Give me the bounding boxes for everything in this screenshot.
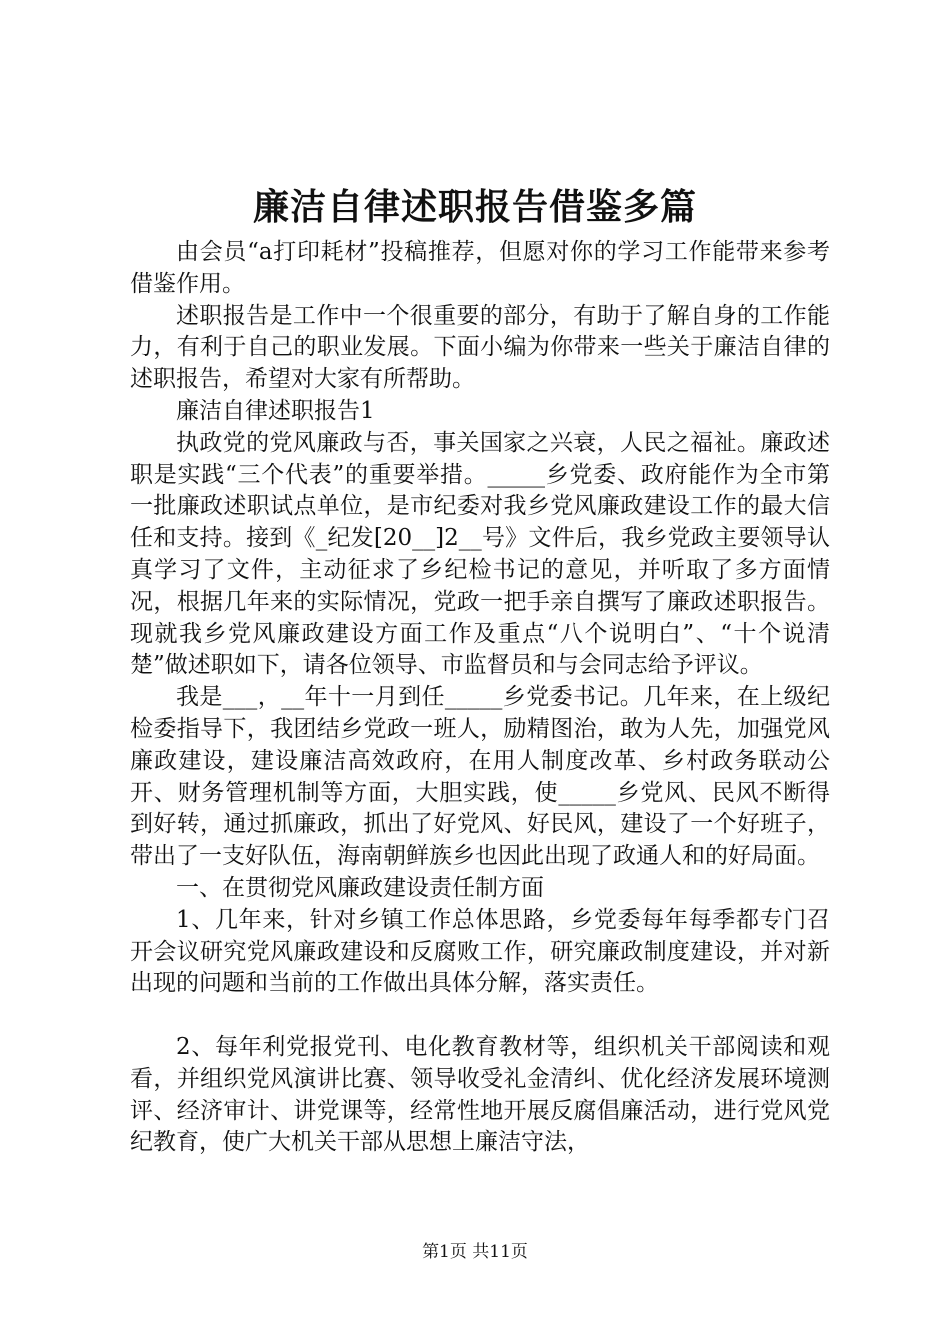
section-heading-report-1: 廉洁自律述职报告1 [176,397,375,424]
paragraph-body: 2、每年利党报党刊、电化教育教材等，组织机关干部阅读和观看，并组织党风演讲比赛、领导收受礼金清纠、优化经济发展环境测评、经济审计、讲党课等，经常性地开展反腐倡廉活动，进行党风党纪教育，使广大机关干部从思想上廉洁守法， [130,1033,830,1156]
document-title: 廉洁自律述职报告借鉴多篇 [252,187,697,228]
paragraph-preface: 述职报告是工作中一个很重要的部分，有助于了解自身的工作能力，有利于自己的职业发展。下面小编为你带来一些关于廉洁自律的述职报告，希望对大家有所帮助。 [130,302,830,393]
section-heading: 一、在贯彻党风廉政建设责任制方面 [176,874,544,901]
paragraph-intro: 由会员“a打印耗材”投稿推荐，但愿对你的学习工作能带来参考借鉴作用。 [130,239,830,297]
paragraph-body: 执政党的党风廉政与否，事关国家之兴衰，人民之福祉。廉政述职是实践“三个代表”的重要举措。_____乡党委、政府能作为全市第一批廉政述职试点单位，是市纪委对我乡党风廉政建设工作的最大信任和支持。接到《_纪发[20__]2__号》文件后，我乡党政主要领导认真学习了文件，主动征求了乡纪检书记的意见，并听取了多方面情况，根据几年来的实际情况，党政一把手亲自撰写了廉政述职报告。现就我乡党风廉政建设方面工作及重点“八个说明白”、“十个说清楚”做述职如下，请各位领导、市监督员和与会同志给予评议。 [130,429,830,679]
page-number: 第1页 共11页 [422,1242,528,1262]
paragraph-spacer [130,1000,830,1032]
paragraph-body: 1、几年来，针对乡镇工作总体思路，乡党委每年每季都专门召开会议研究党风廉政建设和反腐败工作，研究廉政制度建设，并对新出现的问题和当前的工作做出具体分解，落实责任。 [130,906,830,997]
document-body [130,237,830,1159]
paragraph-body: 我是___，__年十一月到任_____乡党委书记。几年来，在上级纪检委指导下，我团结乡党政一班人，励精图治，敢为人先，加强党风廉政建设，建设廉洁高效政府，在用人制度改革、乡村政务联动公开、财务管理机制等方面，大胆实践，使_____乡党风、民风不断得到好转，通过抓廉政，抓出了好党风、好民风，建设了一个好班子，带出了一支好队伍，海南朝鲜族乡也因此出现了政通人和的好局面。 [130,684,830,870]
